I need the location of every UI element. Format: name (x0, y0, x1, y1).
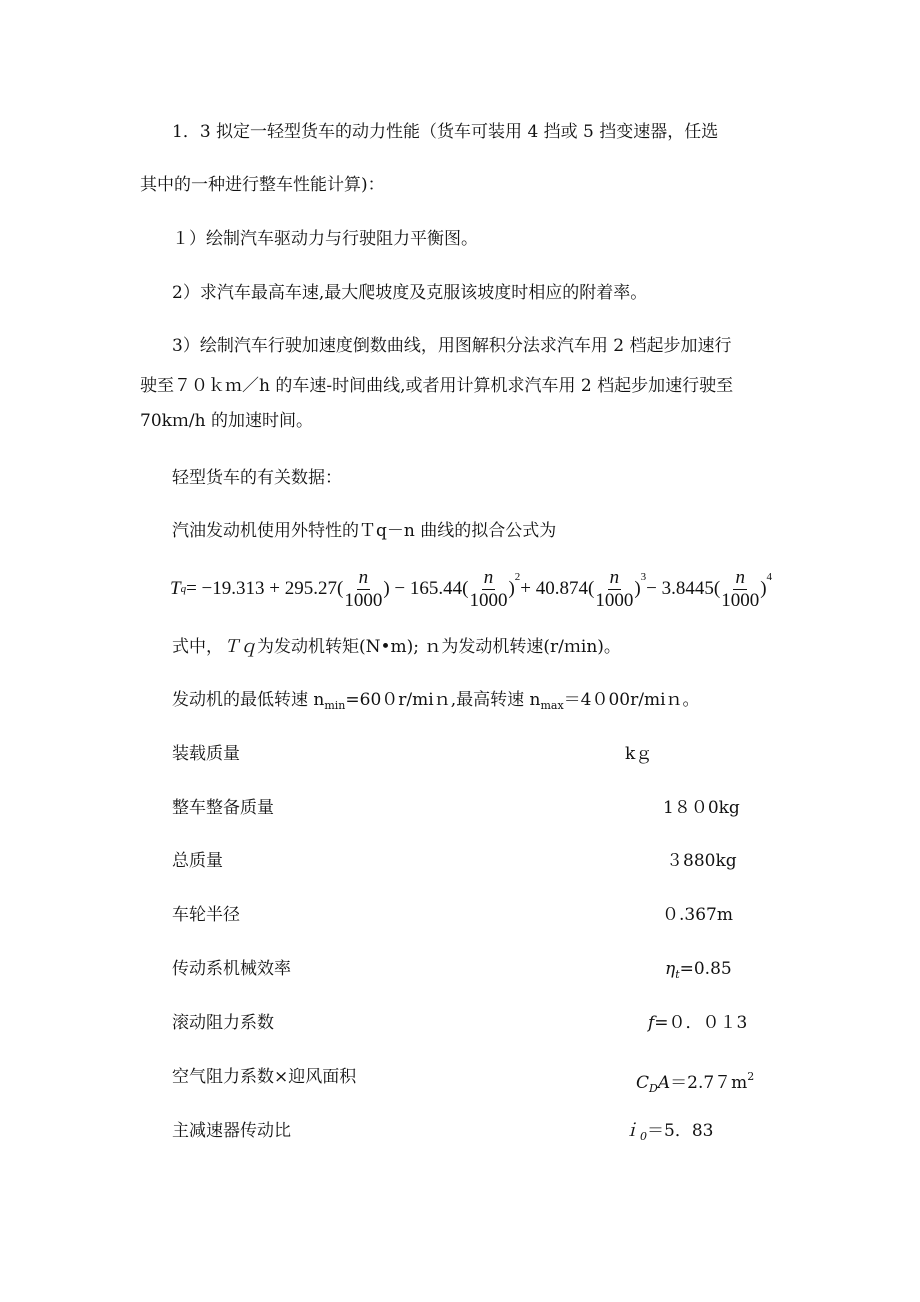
item-3-line-3: 70kｍ/h 的加速时间。 (140, 411, 314, 431)
formula-fraction: $\frac{n}{1000}$ (469, 566, 508, 611)
formula-fraction: $\frac{n}{1000}$ (344, 566, 383, 611)
spec-label: 空气阻力系数×迎风面积 (172, 1067, 357, 1087)
spec-value: kｇ (625, 744, 653, 764)
formula-lhs: T (170, 578, 181, 599)
formula-fraction: $\frac{n}{1000}$ (595, 566, 634, 611)
spec-label: 总质量 (172, 851, 223, 871)
problem-line-1: 1．3 拟定一轻型货车的动力性能（货车可装用 4 挡或 5 挡变速器，任选 (172, 122, 719, 142)
item-1: １）绘制汽车驱动力与行驶阻力平衡图。 (172, 229, 478, 249)
item-2: 2）求汽车最高车速,最大爬坡度及克服该坡度时相应的附着率。 (172, 283, 648, 303)
data-heading: 轻型货车的有关数据： (172, 468, 342, 488)
torque-formula (170, 562, 773, 616)
formula-term-1: ) − 165.44( (383, 578, 469, 599)
spec-label: 车轮半径 (172, 905, 240, 925)
spec-label: 整车整备质量 (172, 798, 274, 818)
formula-term-3b: − 3.8445( (646, 578, 721, 599)
spec-value: 1８０0kg (663, 798, 740, 818)
spec-label: 装载质量 (172, 744, 240, 764)
formula-term-4: ) (760, 578, 767, 599)
engine-speed-line: 发动机的最低转速 $n_{min}=600r$/miｎ,最高转速 $n_{max}=4000r$/miｎ。 (172, 690, 700, 712)
problem-line-2: 其中的一种进行整车性能计算)： (140, 175, 385, 195)
formula-power-2: 2 (514, 571, 521, 583)
formula-fraction: $\frac{n}{1000}$ (721, 566, 760, 611)
spec-value: $\eta_t=0.85$ (665, 959, 732, 981)
item-3-line-1: 3）绘制汽车行驶加速度倒数曲线，用图解积分法求汽车用 2 档起步加速行 (172, 336, 732, 356)
formula-intro: 汽油发动机使用外特性的Ｔq－n 曲线的拟合公式为 (172, 521, 557, 541)
spec-label: 滚动阻力系数 (172, 1013, 274, 1033)
formula-note: 式中，Ｔｑ为发动机转矩(N•m); ｎ为发动机转速(r/ｍin)。 (172, 637, 621, 657)
spec-label: 传动系机械效率 (172, 959, 291, 979)
spec-value: ０.367m (662, 905, 733, 925)
spec-value: $C_DA=2.77m^2$ (636, 1070, 755, 1095)
formula-power-3: 3 (640, 571, 647, 583)
spec-value: ｉ$_0$＝5．83 (623, 1121, 714, 1143)
formula-term-2b: + 40.874( (520, 578, 595, 599)
spec-label: 主减速器传动比 (172, 1121, 291, 1141)
formula-term-3: ) (634, 578, 641, 599)
formula-term-2: ) (508, 578, 515, 599)
formula-power-4: 4 (766, 571, 773, 583)
formula-term-0: = −19.313 + 295.27( (186, 578, 344, 599)
formula-lhs-sub: q (180, 583, 187, 595)
spec-value: f=０．０１3 (648, 1013, 748, 1033)
item-3-line-2: 驶至７０ｋｍ／h 的车速-时间曲线,或者用计算机求汽车用 2 档起步加速行驶至 (140, 376, 734, 396)
spec-value: ３880kg (666, 851, 737, 871)
